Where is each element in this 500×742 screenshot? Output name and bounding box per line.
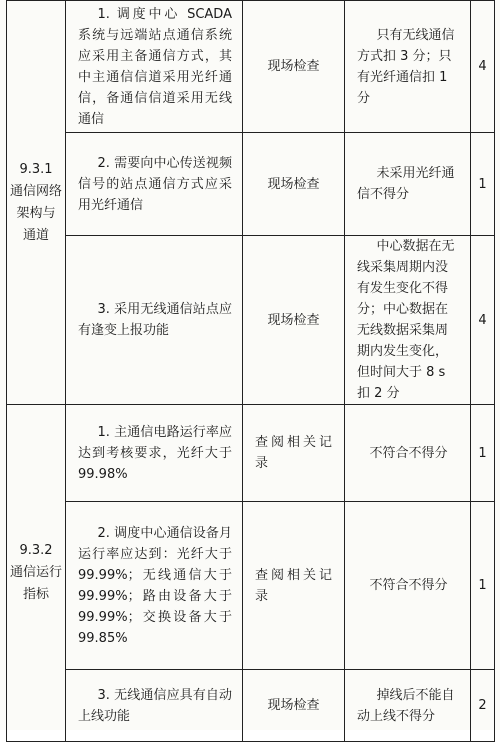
- score-cell: 1: [471, 502, 495, 670]
- requirement-cell: 3. 无线通信应具有自动上线功能: [66, 670, 243, 742]
- score-cell: 4: [471, 236, 495, 405]
- score-cell: 4: [471, 1, 495, 133]
- method-cell: 现场检查: [243, 236, 345, 405]
- item-code: 9.3.1: [19, 161, 53, 177]
- method-cell: 现场检查: [243, 133, 345, 236]
- criteria-cell: 中心数据在无线采集周期内没有发生变化不得分；中心数据在无线数据采集周期内发生变化，但时间大于 8 s 扣 2 分: [345, 236, 471, 405]
- item-title-line: 通道: [22, 227, 49, 243]
- method-cell: 现场检查: [243, 670, 345, 742]
- requirement-cell: 1. 调度中心 SCADA 系统与远端站点通信系统应采用主备通信方式，其中主通信信道采用光纤通信，备通信信道采用无线通信: [66, 1, 243, 133]
- item-title-line: 架构与: [16, 205, 56, 221]
- method-cell: 查阅相关记录: [243, 405, 345, 502]
- criteria-cell: 不符合不得分: [345, 502, 471, 670]
- table-row: [7, 236, 495, 405]
- criteria-cell: 掉线后不能自动上线不得分: [345, 670, 471, 742]
- requirement-cell: 2. 调度中心通信设备月运行率应达到：光纤大于 99.99%；无线通信大于 99.99%；路由设备大于 99.99%；交换设备大于 99.85%: [66, 502, 243, 670]
- table-row: [7, 502, 495, 670]
- table-row: [7, 133, 495, 236]
- table-row: [7, 670, 495, 742]
- criteria-cell: 只有无线通信方式扣 3 分；只有光纤通信扣 1 分: [345, 1, 471, 133]
- criteria-cell: 未采用光纤通信不得分: [345, 133, 471, 236]
- item-cell-9-3-1: [7, 1, 66, 405]
- requirement-cell: 3. 采用无线通信站点应有逢变上报功能: [66, 236, 243, 405]
- table-row: [7, 405, 495, 502]
- item-title-line: 通信运行: [9, 565, 62, 580]
- score-cell: 2: [471, 670, 495, 742]
- item-cell-9-3-2: [7, 405, 66, 742]
- criteria-cell: 不符合不得分: [345, 405, 471, 502]
- score-cell: 1: [471, 133, 495, 236]
- requirement-cell: 1. 主通信电路运行率应达到考核要求，光纤大于 99.98%: [66, 405, 243, 502]
- item-title-line: 通信网络: [9, 183, 62, 199]
- evaluation-table: [6, 0, 495, 742]
- score-cell: 1: [471, 405, 495, 502]
- method-cell: 查阅相关记录: [243, 502, 345, 670]
- item-code: 9.3.2: [19, 543, 53, 558]
- requirement-cell: 2. 需要向中心传送视频信号的站点通信方式应采用光纤通信: [66, 133, 243, 236]
- item-title-line: 指标: [22, 587, 49, 602]
- table-row: [7, 1, 495, 133]
- method-cell: 现场检查: [243, 1, 345, 133]
